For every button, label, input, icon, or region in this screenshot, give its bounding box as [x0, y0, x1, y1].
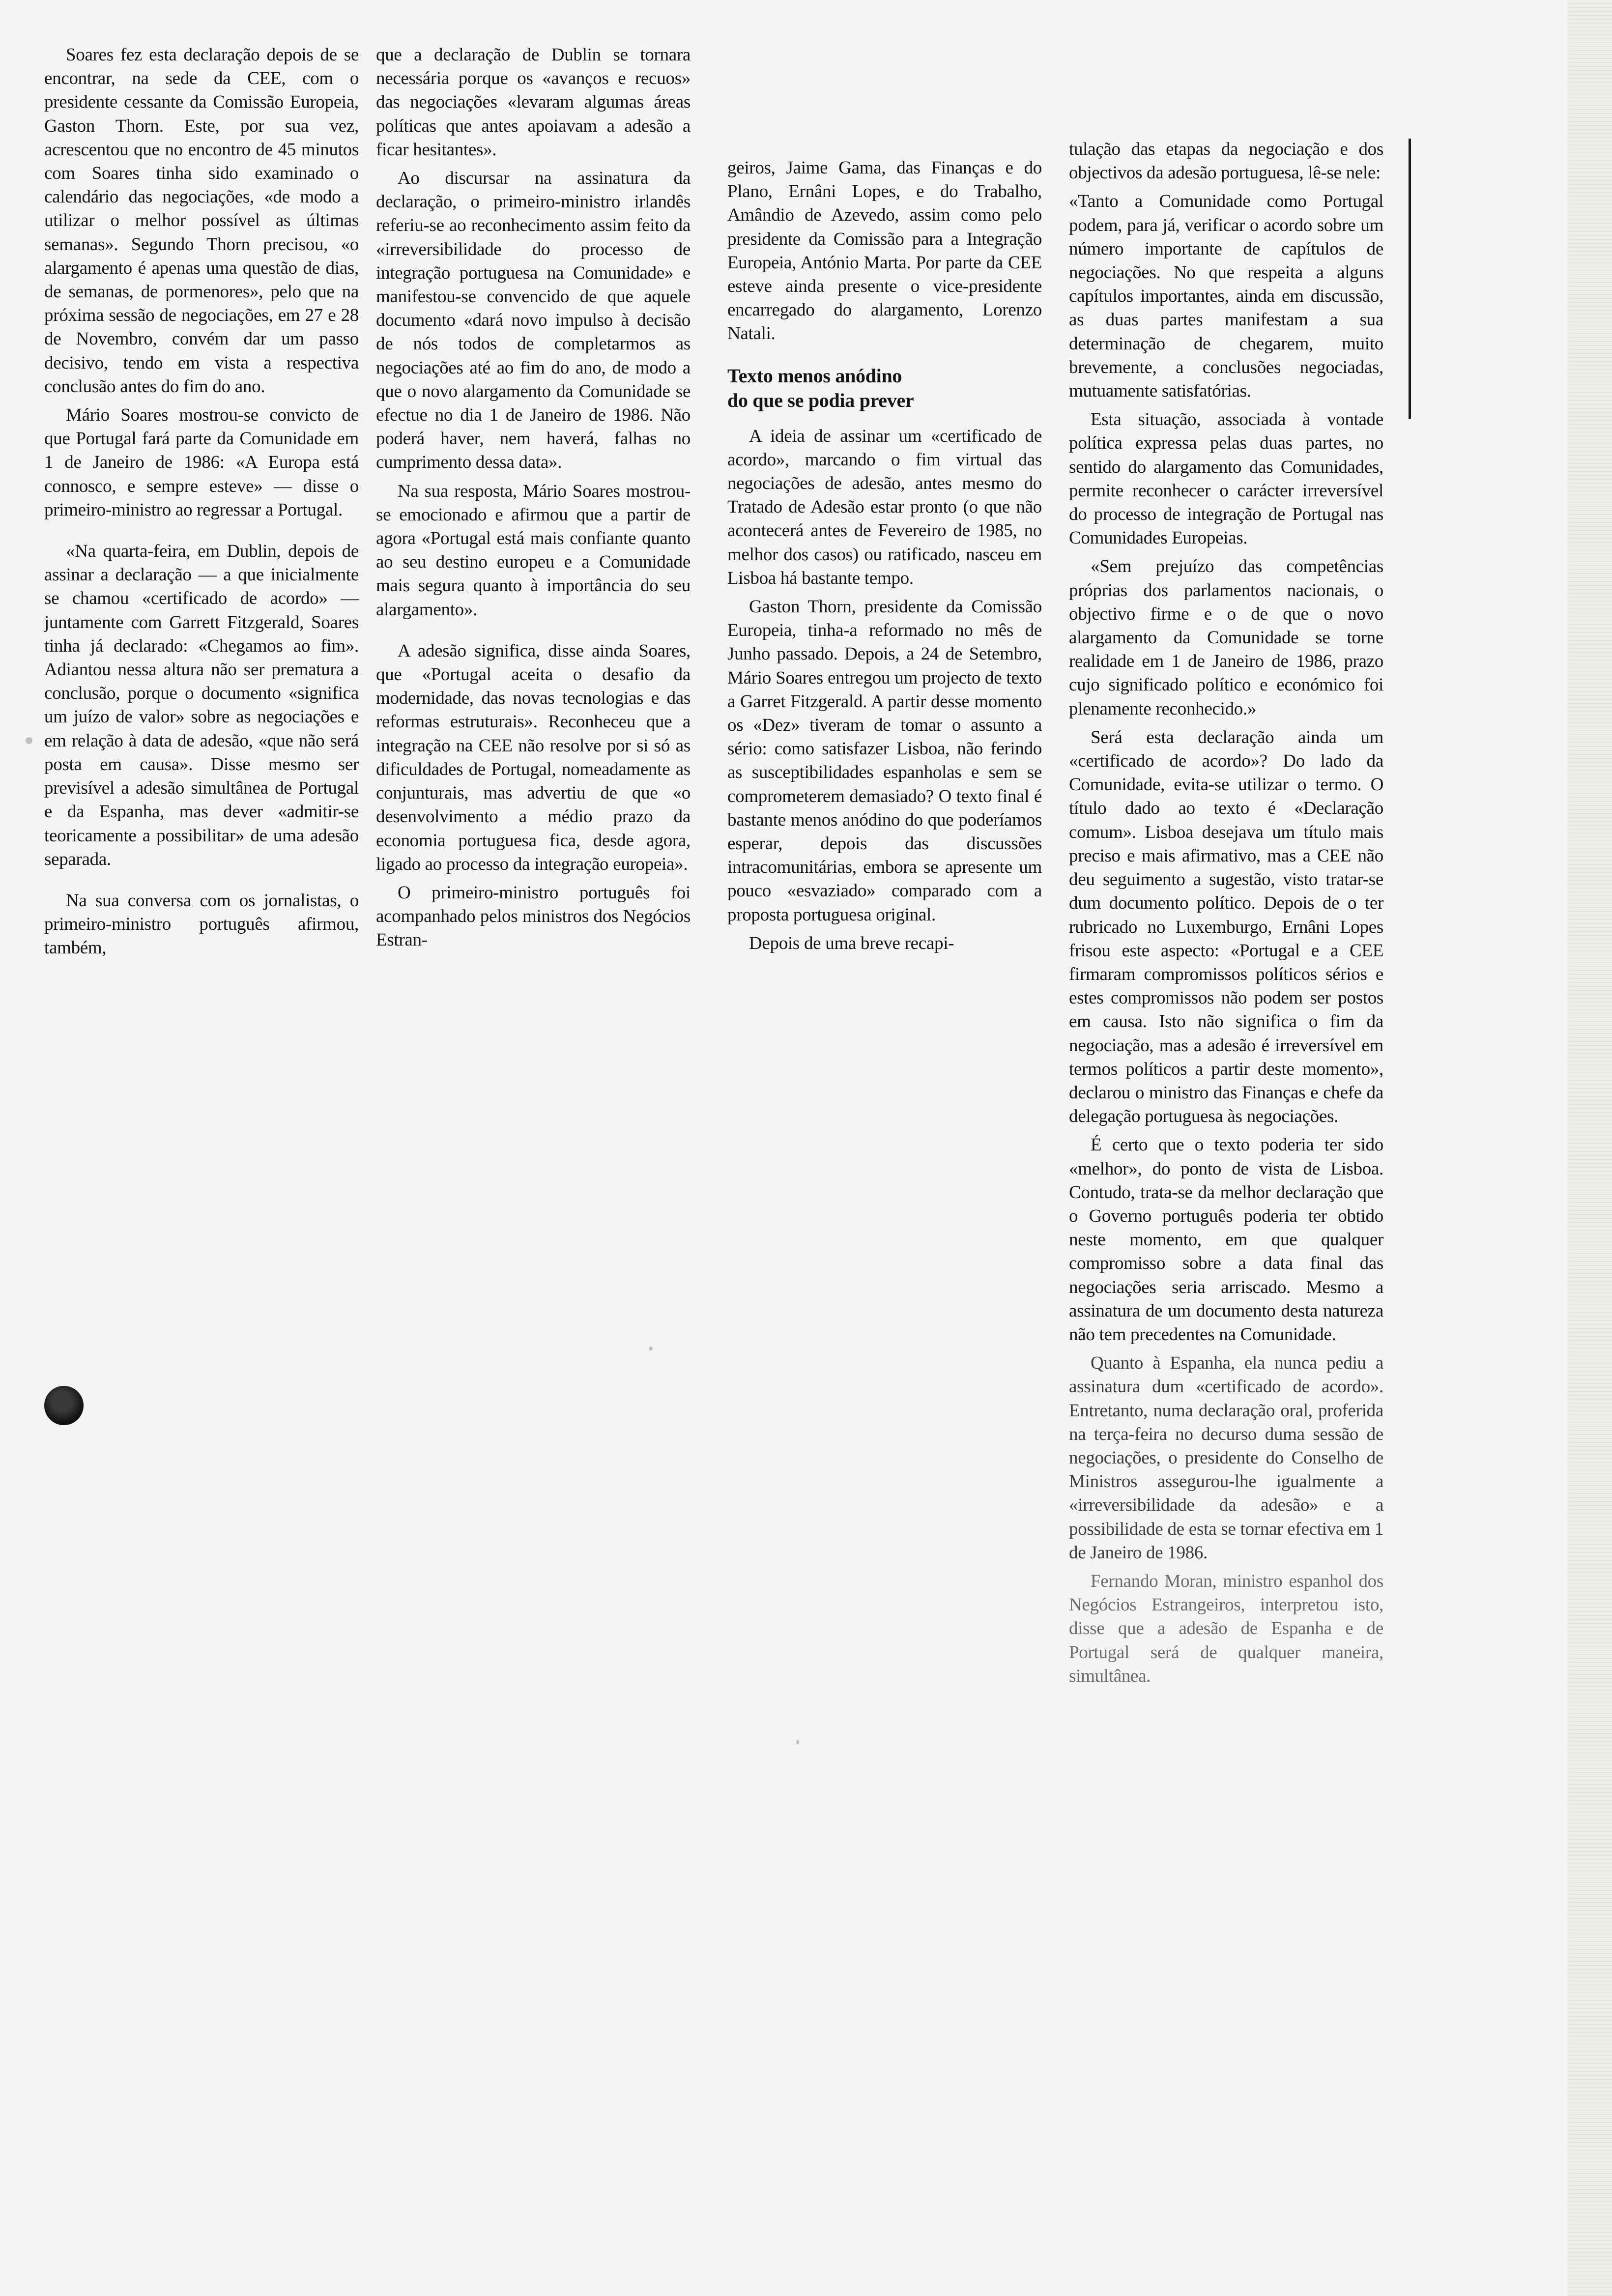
subheading-line: do que se podia prever — [727, 389, 914, 411]
paragraph: É certo que o texto poderia ter sido «melhor», do ponto de vista de Lisboa. Contudo, trata-se da melhor declaração que o Governo português poderia ter obtido neste momento, em que qualquer compromisso sobre a data final das negociações seria arriscado. Mesmo a assinatura de um documento desta natureza não tem precedentes na Comunidade. — [1069, 1135, 1383, 1345]
paragraph: A ideia de assinar um «certificado de acordo», marcando o fim virtual das negociações de adesão, antes mesmo do Tratado de Adesão estar pronto (o que não acontecerá antes de Fevereiro de 1985, no melhor dos casos) ou ratificado, nasceu em Lisboa há bastante tempo. — [727, 426, 1042, 588]
article-column-3 — [727, 156, 1042, 955]
ink-smudge — [796, 1740, 799, 1745]
paragraph: Na sua resposta, Mário Soares mostrou-se emocionado e afirmou que a partir de agora «Portugal está mais confiante quanto ao seu destino europeu e a Comunidade mais segura quanto à importância do seu alargamento». — [376, 481, 691, 620]
paragraph: O primeiro-ministro português foi acompanhado pelos ministros dos Negócios Estran- — [376, 882, 691, 950]
paragraph: Na sua conversa com os jornalistas, o primeiro-ministro português afirmou, também, — [44, 890, 359, 958]
paragraph: Depois de uma breve recapi- — [749, 933, 954, 953]
punch-hole — [44, 1386, 84, 1425]
paragraph: Esta situação, associada à vontade política expressa pelas duas partes, no sentido do alargamento das Comunidades, permite reconhecer o carácter irreversível do processo de integração de Portugal nas Comunidades Europeias. — [1069, 409, 1383, 548]
article-column-1 — [44, 43, 359, 960]
page-edge — [1568, 0, 1612, 2296]
paragraph: Quanto à Espanha, ela nunca pediu a assinatura dum «certificado de acordo». Entretanto, numa declaração oral, proferida na terça-feira no decurso duma sessão de negociações, o presidente do Conselho de Ministros assegurou-lhe igualmente a «irreversibilidade da adesão» e a possibilidade de esta se tornar efectiva em 1 de Janeiro de 1986. — [1069, 1353, 1383, 1563]
paragraph: Soares fez esta declaração depois de se encontrar, na sede da CEE, com o presidente cessante da Comissão Europeia, Gaston Thorn. Este, por sua vez, acrescentou que no encontro de 45 minutos com Soares tinha sido examinado o calendário das negociações, «de modo a utilizar o melhor possível as últimas semanas». Segundo Thorn precisou, «o alargamento é apenas uma questão de dias, de semanas, de pormenores», pelo que na próxima sessão de negociações, em 27 e 28 de Novembro, convém dar um passo decisivo, tendo em vista a respectiva conclusão antes do fim do ano. — [44, 45, 359, 397]
paragraph: «Tanto a Comunidade como Portugal podem, para já, verificar o acordo sobre um número importante de capítulos de negociações. No que respeita a alguns capítulos importantes, ainda em discussão, as duas partes manifestam a sua determinação de chegarem, muito brevemente, a conclusões negociadas, mutuamente satisfatórias. — [1069, 191, 1383, 402]
paragraph: tulação das etapas da negociação e dos objectivos da adesão portuguesa, lê-se nele: — [1069, 139, 1383, 183]
paragraph: geiros, Jaime Gama, das Finanças e do Plano, Ernâni Lopes, e do Trabalho, Amândio de Azevedo, assim como pelo presidente da Comissão para a Integração Europeia, António Marta. Por parte da CEE esteve ainda presente o vice-presidente encarregado do alargamento, Lorenzo Natali. — [727, 158, 1042, 344]
article-column-2 — [376, 43, 691, 952]
paragraph: A adesão significa, disse ainda Soares, que «Portugal aceita o desafio da modernidade, das novas tecnologias e das reformas estruturais». Reconheceu que a integração na CEE não resolve por si só as dificuldades de Portugal, nomeadamente as conjunturais, mas advertiu de que «o desenvolvimento a médio prazo da economia portuguesa fica, desde agora, ligado ao processo da integração europeia». — [376, 640, 691, 874]
article-column-4 — [1069, 138, 1383, 1688]
paragraph: Ao discursar na assinatura da declaração, o primeiro-ministro irlandês referiu-se ao reconhecimento assim feito da «irreversibilidade do processo de integração portuguesa na Comunidade» e manifestou-se convencido de que aquele documento «dará novo impulso à decisão de nós todos de completarmos as negociações até ao fim do ano, de modo a que o novo alargamento da Comunidade se efectue no dia 1 de Janeiro de 1986. Não poderá haver, nem haverá, falhas no cumprimento dessa data». — [376, 168, 691, 473]
ink-smudge — [26, 737, 32, 744]
paragraph: que a declaração de Dublin se tornara necessária porque os «avanços e recuos» das negociações «levaram algumas áreas políticas que antes apoiavam a adesão a ficar hesitantes». — [376, 45, 691, 160]
section-subheading — [727, 364, 1042, 413]
paragraph: Fernando Moran, ministro espanhol dos Negócios Estrangeiros, interpretou isto, disse que a adesão de Espanha e de Portugal será de qualquer maneira, simultânea. — [1069, 1571, 1383, 1686]
paragraph: «Na quarta-feira, em Dublin, depois de assinar a declaração — a que inicialmente se chamou «certificado de acordo» — juntamente com Garrett Fitzgerald, Soares tinha já declarado: «Chegamos ao fim». Adiantou nessa altura não ser prematura a conclusão, porque o documento «significa um juízo de valor» sobre as negociações e em relação à data de adesão, «que não será posta em causa». Disse mesmo ser previsível a adesão simultânea de Portugal e da Espanha, mas dever «admitir-se teoricamente a possibilitar» de uma adesão separada. — [44, 541, 359, 869]
paragraph: «Sem prejuízo das competências próprias dos parlamentos nacionais, o objectivo firme e o de que o novo alargamento da Comunidade se torne realidade em 1 de Janeiro de 1986, prazo cujo significado político e económico foi plenamente reconhecido.» — [1069, 556, 1383, 719]
subheading-line: Texto menos anódino — [727, 364, 902, 387]
column-rule — [1409, 139, 1411, 419]
paragraph: Mário Soares mostrou-se convicto de que Portugal fará parte da Comunidade em 1 de Janeiro de 1986: «A Europa está connosco, e sempre esteve» — disse o primeiro-ministro ao regressar a Portugal. — [44, 405, 359, 520]
paragraph: Gaston Thorn, presidente da Comissão Europeia, tinha-a reformado no mês de Junho passado. Depois, a 24 de Setembro, Mário Soares entregou um projecto de texto a Garret Fitzgerald. A partir desse momento os «Dez» tiveram de tomar o assunto a sério: como satisfazer Lisboa, não ferindo as susceptibilidades espanholas e sem se comprometerem demasiado? O texto final é bastante menos anódino do que poderíamos esperar, depois das discussões intracomunitárias, embora se apresente um pouco «esvaziado» comparado com a proposta portuguesa original. — [727, 597, 1042, 925]
ink-smudge — [649, 1347, 653, 1350]
paragraph: Será esta declaração ainda um «certificado de acordo»? Do lado da Comunidade, evita-se utilizar o termo. O título dado ao texto é «Declaração comum». Lisboa desejava um título mais preciso e mais afirmativo, mas a CEE não deu seguimento a sugestão, visto tratar-se dum documento político. Depois de o ter rubricado no Luxemburgo, Ernâni Lopes frisou este aspecto: «Portugal e a CEE firmaram compromissos políticos sérios e estes compromissos não podem ser postos em causa. Isto não significa o fim da negociação, mas a adesão é irreversível em termos políticos a partir deste momento», declarou o ministro das Finanças e chefe da delegação portuguesa às negociações. — [1069, 727, 1383, 1127]
